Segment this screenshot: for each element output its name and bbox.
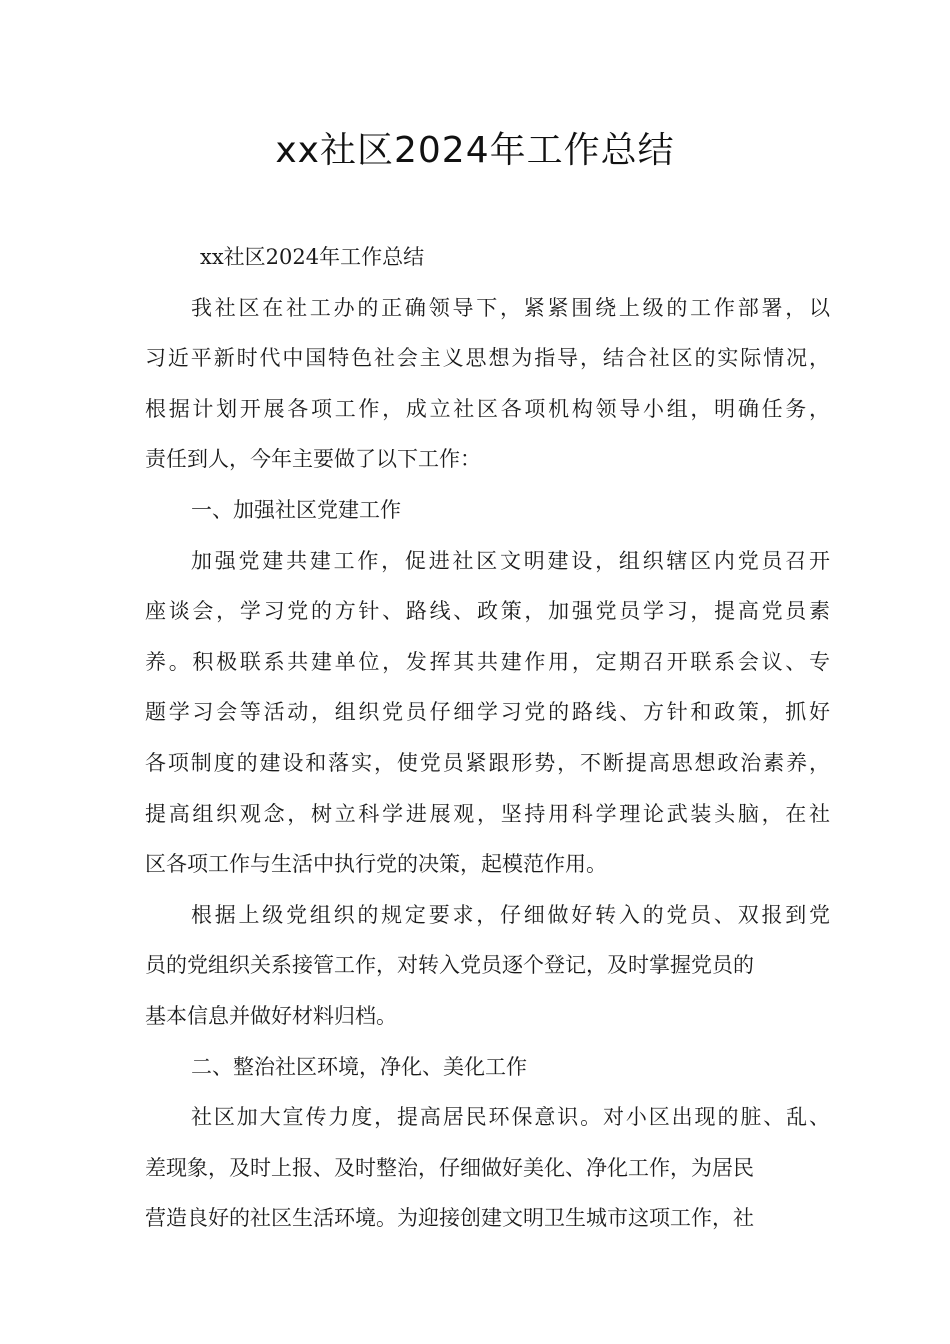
paragraph-line: 习近平新时代中国特色社会主义思想为指导，结合社区的实际情况， bbox=[145, 346, 830, 371]
paragraph-line: 营造良好的社区生活环境。为迎接创建文明卫生城市这项工作，社 bbox=[145, 1206, 754, 1231]
paragraph-line: 差现象，及时上报、及时整治，仔细做好美化、净化工作，为居民 bbox=[145, 1155, 754, 1180]
paragraph-line: 基本信息并做好材料归档。 bbox=[145, 1003, 397, 1028]
paragraph-line: 责任到人，今年主要做了以下工作： bbox=[145, 447, 481, 472]
paragraph-line: 区各项工作与生活中执行党的决策，起模范作用。 bbox=[145, 852, 607, 877]
paragraph-line: 加强党建共建工作，促进社区文明建设，组织辖区内党员召开 bbox=[191, 548, 830, 573]
paragraph-line: 养。积极联系共建单位，发挥其共建作用，定期召开联系会议、专 bbox=[145, 649, 830, 674]
paragraph-line: 社区加大宣传力度，提高居民环保意识。对小区出现的脏、乱、 bbox=[191, 1105, 830, 1130]
section-heading: 一、加强社区党建工作 bbox=[191, 497, 401, 522]
paragraph-line: 题学习会等活动，组织党员仔细学习党的路线、方针和政策，抓好 bbox=[145, 700, 830, 725]
paragraph-line: 员的党组织关系接管工作，对转入党员逐个登记，及时掌握党员的 bbox=[145, 953, 754, 978]
section-heading: 二、整治社区环境，净化、美化工作 bbox=[191, 1054, 527, 1079]
paragraph-line: 根据计划开展各项工作，成立社区各项机构领导小组，明确任务， bbox=[145, 396, 830, 421]
paragraph-line: 各项制度的建设和落实，使党员紧跟形势，不断提高思想政治素养， bbox=[145, 750, 830, 775]
paragraph-line: 根据上级党组织的规定要求，仔细做好转入的党员、双报到党 bbox=[191, 902, 830, 927]
paragraph-line: 我社区在社工办的正确领导下，紧紧围绕上级的工作部署，以 bbox=[191, 295, 830, 320]
document-title: xx社区2024年工作总结 bbox=[275, 130, 675, 171]
paragraph-line: 提高组织观念，树立科学进展观，坚持用科学理论武装头脑，在社 bbox=[145, 801, 830, 826]
document-subtitle: xx社区2024年工作总结 bbox=[200, 245, 425, 269]
document-body bbox=[145, 232, 830, 1244]
paragraph-line: 座谈会，学习党的方针、路线、政策，加强党员学习，提高党员素 bbox=[145, 599, 830, 624]
